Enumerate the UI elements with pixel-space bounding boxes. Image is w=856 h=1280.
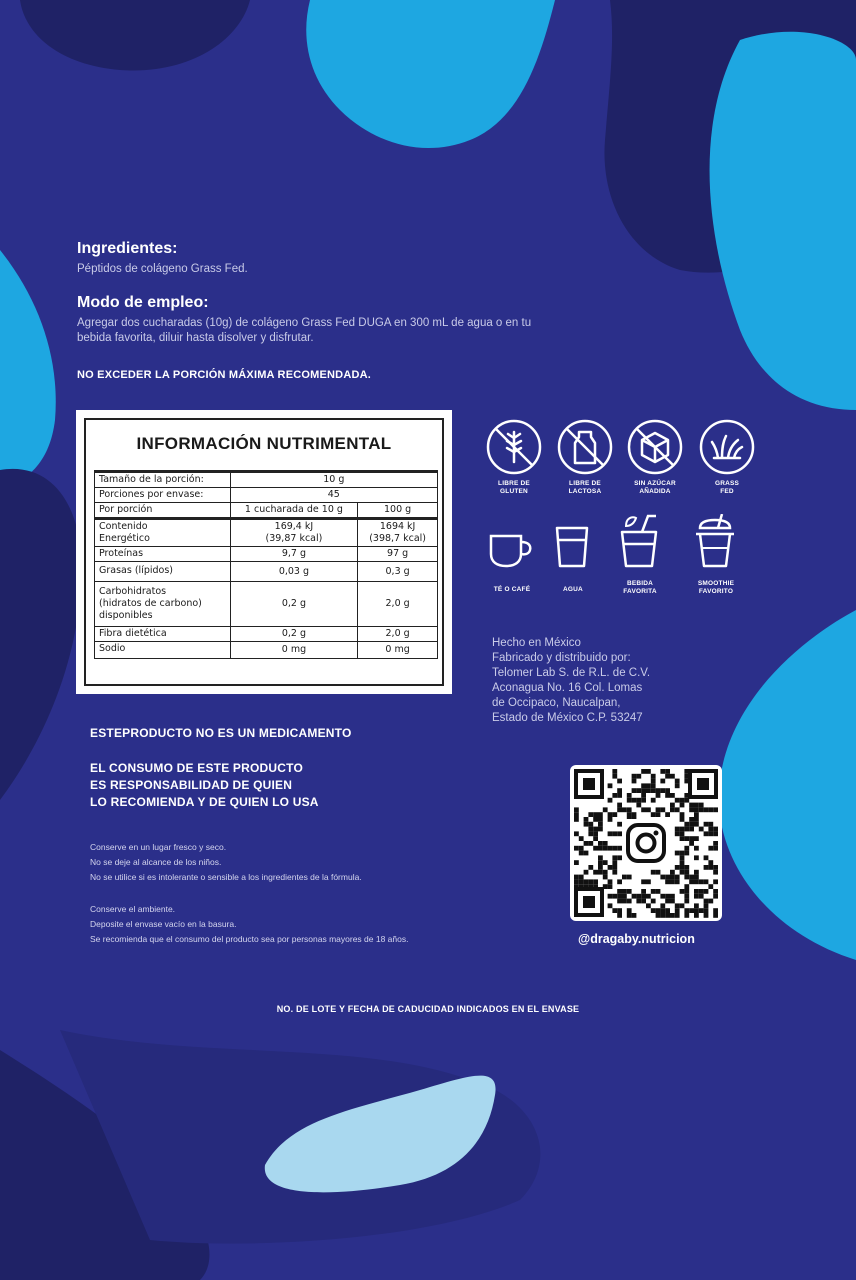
blob-dark-left xyxy=(0,469,82,800)
protein-label: Proteínas xyxy=(95,547,231,562)
protein-col1: 9,7 g xyxy=(230,547,358,562)
nutrition-facts-panel xyxy=(76,410,452,694)
sugar-cube-crossed-icon xyxy=(626,418,684,476)
usage-line-1: Agregar dos cucharadas (10g) de colágeno Grass Fed DUGA en 300 mL de agua o en tu xyxy=(77,317,532,329)
servings-label: Porciones por envase: xyxy=(95,488,231,503)
water-glass-icon xyxy=(552,524,592,570)
badge-sugar-label: SIN AZÚCAR AÑADIDA xyxy=(634,480,676,495)
environment-notice: Conserve el ambiente. Deposite el envase vacío en la basura. Se recomienda que el consumo del producto sea por personas mayores de 18 años. xyxy=(90,904,409,944)
per-serving-col2: 100 g xyxy=(358,503,438,519)
serving-size-value: 10 g xyxy=(230,472,437,488)
drink-water-label: AGUA xyxy=(563,586,583,593)
serving-size-label: Tamaño de la porción: xyxy=(95,472,231,488)
wheat-crossed-icon xyxy=(485,418,543,476)
blob-light-right xyxy=(710,32,856,410)
milk-crossed-icon xyxy=(556,418,614,476)
fat-label: Grasas (lípidos) xyxy=(95,562,231,582)
drink-coffee-label: TÉ O CAFÉ xyxy=(493,586,531,593)
badge-gluten-label: LIBRE DE GLUTEN xyxy=(498,480,530,495)
carbs-label-1: Carbohidratos xyxy=(99,586,167,597)
carbs-label-3: disponibles xyxy=(99,610,153,621)
fiber-label: Fibra dietética xyxy=(95,627,231,642)
usage-heading: Modo de empleo: xyxy=(77,294,209,311)
blob-light-left xyxy=(0,250,56,490)
fat-col1: 0,03 g xyxy=(230,562,358,582)
table-row xyxy=(95,642,438,659)
carbs-label-2: (hidratos de carbono) xyxy=(99,598,202,609)
smoothie-cup-icon xyxy=(692,514,738,570)
servings-value: 45 xyxy=(230,488,437,503)
social-handle: @dragaby.nutricion xyxy=(578,932,695,946)
fiber-col2: 2,0 g xyxy=(358,627,438,642)
lot-expiry-notice: NO. DE LOTE Y FECHA DE CADUCIDAD INDICADOS EN EL ENVASE xyxy=(276,1004,580,1014)
usage-line-2: bebida favorita, diluir hasta disolver y disfrutar. xyxy=(77,332,314,344)
table-row xyxy=(95,582,438,627)
energy-col2-a: 1694 kJ xyxy=(379,521,416,532)
energy-label-2: Energético xyxy=(99,533,150,544)
table-row xyxy=(95,503,438,519)
energy-col1-a: 169,4 kJ xyxy=(274,521,314,532)
per-serving-label: Por porción xyxy=(95,503,231,519)
coffee-cup-icon xyxy=(487,530,535,570)
table-row xyxy=(95,547,438,562)
table-row xyxy=(95,488,438,503)
storage-notice: Conserve en un lugar fresco y seco. No se deje al alcance de los niños. No se utilice si es intolerante o sensible a los ingredientes de la fórmula. xyxy=(90,842,362,882)
fat-col2: 0,3 g xyxy=(358,562,438,582)
fiber-col1: 0,2 g xyxy=(230,627,358,642)
max-portion-warning: NO EXCEDER LA PORCIÓN MÁXIMA RECOMENDADA. xyxy=(77,369,372,381)
protein-col2: 97 g xyxy=(358,547,438,562)
not-medicine-notice: ESTEPRODUCTO NO ES UN MEDICAMENTO xyxy=(90,726,352,740)
manufacturer-info: Hecho en México Fabricado y distribuido por: Telomer Lab S. de R.L. de C.V. Aconagua No. 16 Col. Lomas de Occipaco, Naucalpan, Estado de México C.P. 53247 xyxy=(492,637,651,724)
juice-glass-icon xyxy=(616,512,662,570)
badge-lactose-label: LIBRE DE LACTOSA xyxy=(568,480,602,495)
drink-smoothie-label: SMOOTHIE FAVORITO xyxy=(697,580,735,595)
sodium-col1: 0 mg xyxy=(230,642,358,659)
table-row xyxy=(95,519,438,547)
responsibility-notice: EL CONSUMO DE ESTE PRODUCTO ES RESPONSABILIDAD DE QUIEN LO RECOMIENDA Y DE QUIEN LO USA xyxy=(90,761,319,809)
energy-col2-b: (398,7 kcal) xyxy=(369,533,427,544)
ingredients-heading: Ingredientes: xyxy=(77,240,178,257)
carbs-col2: 2,0 g xyxy=(358,582,438,627)
nutrition-title: INFORMACIÓN NUTRIMENTAL xyxy=(136,434,392,453)
energy-label-1: Contenido xyxy=(99,521,148,532)
qr-pattern xyxy=(570,765,722,921)
table-row xyxy=(95,472,438,488)
sodium-label: Sodio xyxy=(95,642,231,659)
sodium-col2: 0 mg xyxy=(358,642,438,659)
drink-favorite-label: BEBIDA FAVORITA xyxy=(623,580,657,595)
energy-col1-b: (39,87 kcal) xyxy=(265,533,323,544)
ingredients-text: Péptidos de colágeno Grass Fed. xyxy=(77,263,248,275)
carbs-col1: 0,2 g xyxy=(230,582,358,627)
blob-light-top xyxy=(306,0,555,148)
blob-dark-top-left xyxy=(20,0,250,70)
nutrition-table xyxy=(94,470,438,659)
grass-icon xyxy=(698,418,756,476)
badge-grassfed-label: GRASS FED xyxy=(714,480,740,495)
blob-light-right-lower xyxy=(719,610,856,960)
instagram-qr-code xyxy=(570,765,722,921)
table-row xyxy=(95,627,438,642)
per-serving-col1: 1 cucharada de 10 g xyxy=(230,503,358,519)
table-row xyxy=(95,562,438,582)
